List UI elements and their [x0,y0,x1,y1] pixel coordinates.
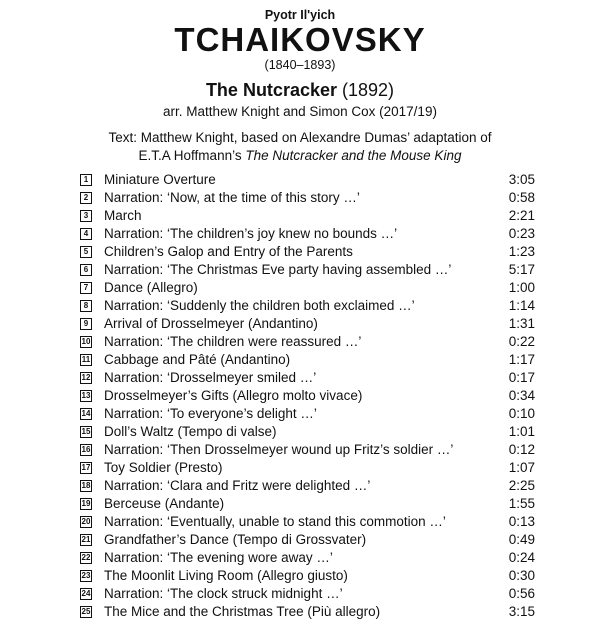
track-duration: 1:55 [508,496,535,511]
track-duration: 0:56 [508,586,535,601]
track-duration: 0:24 [508,550,535,565]
track-title: Cabbage and Pâté (Andantino) [104,352,291,367]
track-title: Doll’s Waltz (Tempo di valse) [104,424,277,439]
work-heading [0,80,600,101]
track-number-badge: 22 [81,553,91,562]
track-number-badge: 2 [80,192,92,204]
track-number-badge: 11 [81,355,91,364]
composer-last-name: TCHAIKOVSKY [174,21,426,58]
track-number-badge: 20 [81,517,91,526]
track-row [80,459,535,477]
track-list [80,171,535,621]
track-duration: 3:15 [508,604,535,619]
track-number-badge: 7 [80,282,92,294]
track-title: Drosselmeyer’s Gifts (Allegro molto vivace) [104,388,363,403]
track-duration: 0:10 [508,406,535,421]
track-row [80,531,535,549]
track-number-badge: 21 [81,535,91,544]
track-number-badge: 15 [81,427,91,436]
track-row [80,441,535,459]
track-duration: 1:07 [508,460,535,475]
track-row [80,513,535,531]
track-row [80,171,535,189]
track-title: March [104,208,142,223]
arrangers-line: arr. Matthew Knight and Simon Cox (2017/19) [163,104,437,119]
track-duration: 3:05 [508,172,535,187]
track-row [80,369,535,387]
track-duration: 2:25 [508,478,535,493]
track-title: Narration: ‘Clara and Fritz were delighted …’ [104,478,371,493]
track-row [80,351,535,369]
track-row [80,297,535,315]
track-row [80,261,535,279]
track-duration: 1:23 [508,244,535,259]
track-title: Narration: ‘The children were reassured …’ [104,334,362,349]
track-number-badge: 25 [81,607,91,616]
track-number-badge: 8 [80,300,92,312]
track-duration: 0:22 [508,334,535,349]
track-duration: 1:17 [508,352,535,367]
track-row [80,279,535,297]
track-title: Narration: ‘The evening wore away …’ [104,550,333,565]
track-title: Dance (Allegro) [104,280,198,295]
track-number-badge: 17 [81,463,91,472]
track-number-badge: 3 [80,210,92,222]
track-title: The Mice and the Christmas Tree (Più allegro) [104,604,381,619]
track-number-badge: 18 [81,481,91,490]
text-credit-line-1: Text: Matthew Knight, based on Alexandre Dumas’ adaptation of [108,130,492,145]
track-row [80,387,535,405]
track-duration: 5:17 [508,262,535,277]
track-title: Narration: ‘The Christmas Eve party having assembled …’ [104,262,452,277]
track-row [80,495,535,513]
track-row [80,207,535,225]
text-credit-line-2 [0,148,600,163]
track-row [80,225,535,243]
work-year: (1892) [342,80,395,100]
composer-dates: (1840–1893) [264,58,336,72]
track-number-badge: 9 [80,318,92,330]
track-number-badge: 10 [81,337,91,346]
track-title: Toy Soldier (Presto) [104,460,223,475]
track-row [80,243,535,261]
track-title: Grandfather’s Dance (Tempo di Grossvater) [104,532,367,547]
track-title: Narration: ‘Then Drosselmeyer wound up Fritz’s soldier …’ [104,442,454,457]
track-title: The Moonlit Living Room (Allegro giusto) [104,568,348,583]
track-number-badge: 12 [81,373,91,382]
track-duration: 2:21 [508,208,535,223]
track-duration: 0:13 [508,514,535,529]
composer-first-name: Pyotr Il'yich [264,8,336,22]
track-title: Berceuse (Andante) [104,496,225,511]
track-duration: 0:58 [508,190,535,205]
track-duration: 0:34 [508,388,535,403]
track-number-badge: 6 [80,264,92,276]
track-row [80,333,535,351]
work-title: The Nutcracker [205,80,337,100]
track-row [80,423,535,441]
track-title: Narration: ‘Now, at the time of this story …’ [104,190,360,205]
track-number-badge: 24 [81,589,91,598]
track-duration: 1:14 [508,298,535,313]
track-duration: 0:23 [508,226,535,241]
text-credit-prefix: E.T.A Hoffmann’s [138,148,246,163]
track-title: Narration: ‘The clock struck midnight …’ [104,586,343,601]
track-row [80,315,535,333]
track-duration: 1:00 [508,280,535,295]
track-number-badge: 14 [81,409,91,418]
track-title: Children’s Galop and Entry of the Parents [104,244,353,259]
track-title: Arrival of Drosselmeyer (Andantino) [104,316,318,331]
track-title: Narration: ‘Eventually, unable to stand this commotion …’ [104,514,446,529]
track-title: Narration: ‘The children’s joy knew no bounds …’ [104,226,398,241]
track-title: Miniature Overture [104,172,216,187]
track-row [80,405,535,423]
track-title: Narration: ‘To everyone’s delight …’ [104,406,317,421]
track-number-badge: 19 [81,499,91,508]
track-number-badge: 16 [81,445,91,454]
track-row [80,549,535,567]
track-number-badge: 23 [81,571,91,580]
track-row [80,477,535,495]
track-duration: 1:31 [508,316,535,331]
track-number-badge: 13 [81,391,91,400]
track-row [80,603,535,621]
track-number-badge: 4 [80,228,92,240]
track-duration: 0:17 [508,370,535,385]
track-duration: 0:30 [508,568,535,583]
track-number-badge: 5 [80,246,92,258]
track-title: Narration: ‘Suddenly the children both exclaimed …’ [104,298,415,313]
track-row [80,189,535,207]
track-duration: 0:49 [508,532,535,547]
track-duration: 1:01 [508,424,535,439]
source-work-title: The Nutcracker and the Mouse King [245,148,462,163]
track-row [80,567,535,585]
track-title: Narration: ‘Drosselmeyer smiled …’ [104,370,317,385]
track-row [80,585,535,603]
track-duration: 0:12 [508,442,535,457]
track-number-badge: 1 [80,174,92,186]
